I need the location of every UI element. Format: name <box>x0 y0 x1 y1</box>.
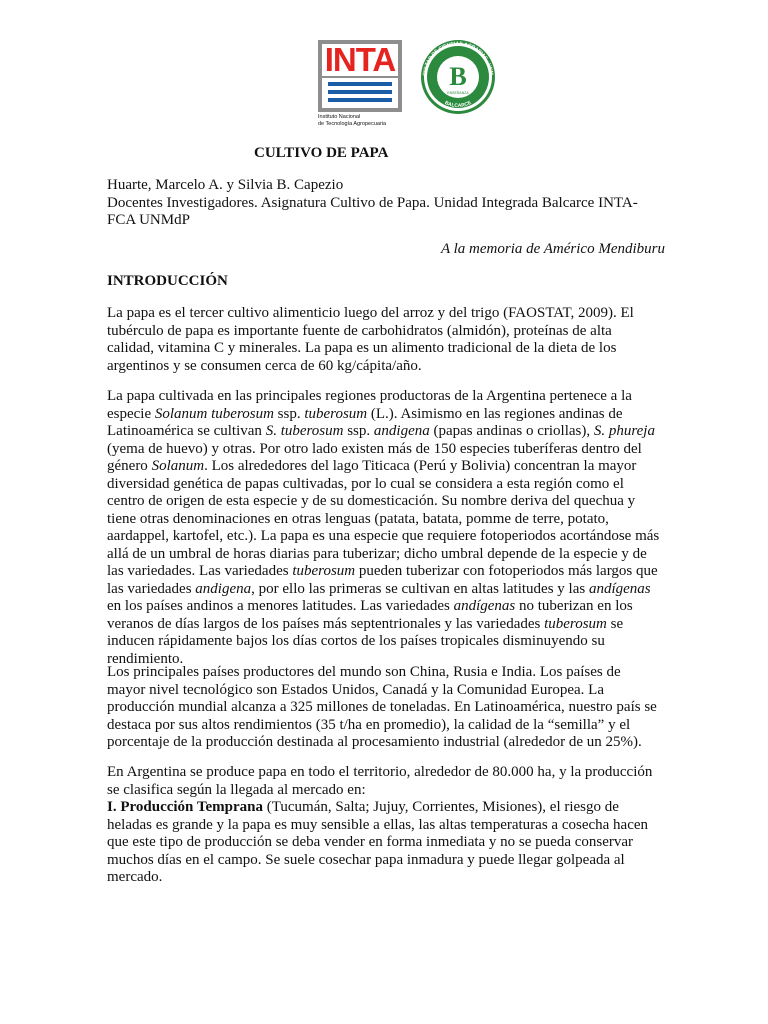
text-line: especie Solanum tuberosum ssp. tuberosum (L.). Asimismo en las regiones andinas de <box>107 405 623 422</box>
dedication: A la memoria de Américo Mendiburu <box>441 241 665 257</box>
text-line: mercado. <box>107 869 163 885</box>
seal-ring-top-text: CULTAD DE CIENCIAS AGRARIAS · UNM <box>421 40 494 77</box>
text-line: aardappel, kartofel, etc.). La papa es una especie que requiere fotoperiodos acortándose más <box>107 528 660 544</box>
authors-line: Huarte, Marcelo A. y Silvia B. Capezio <box>107 177 344 193</box>
text-line: muchos días en el campo. Se suele cosechar papa inmadura y puede llegar golpeada al <box>107 851 625 868</box>
text-line: porcentaje de la producción destinada al procesamiento industrial (alrededor de un 25%). <box>107 734 642 750</box>
inta-wordmark: INTA <box>322 44 398 76</box>
text-line: argentinos y se consumen cerca de 60 kg/cápita/año. <box>107 357 422 374</box>
text-line: veranos de días largos de los países más septentrionales y las variedades tuberosum se <box>107 615 624 632</box>
text-line: destaca por sus altos rendimientos (35 t/ha en promedio), la calidad de la “semilla” y el <box>107 716 631 733</box>
text-line: que este tipo de producción se deba vender en forma inmediata y no se pueda conservar <box>107 834 634 850</box>
text-line: La papa es el tercer cultivo alimenticio luego del arroz y del trigo (FAOSTAT, 2009). El <box>107 305 634 321</box>
text-line: producción mundial alcanza a 325 millones de toneladas. En Latinoamérica, nuestro país se <box>107 699 657 715</box>
inta-logo <box>318 40 402 128</box>
document-title: CULTIVO DE PAPA <box>254 145 389 161</box>
paragraph-2 <box>107 388 667 668</box>
text-line: tubérculo de papa es importante fuente de carbohidratos (almidón), proteínas de alta <box>107 322 612 339</box>
paragraph-3 <box>107 664 667 752</box>
seal-letter: B <box>449 62 467 91</box>
paragraph-4 <box>107 764 667 887</box>
seal-ring-bottom-text: BALCARCE <box>443 99 473 110</box>
text-line: En Argentina se produce papa en todo el territorio, alrededor de 80.000 ha, y la producción <box>107 764 653 780</box>
text-line: inducen rápidamente bajos los días cortos de los países tropicales disminuyendo su <box>107 633 605 649</box>
text-line: en los países andinos a menores latitudes. Las variedades andígenas no tuberizan en los <box>107 598 633 614</box>
text-line: rendimiento. <box>107 650 184 667</box>
text-line: heladas es grande y la papa es muy sensible a ellas, las altas temperaturas a cosecha hacen <box>107 816 649 833</box>
text-line: Los principales países productores del mundo son China, Rusia e India. Los países de <box>107 664 621 680</box>
text-line: se clasifica según la llegada al mercado en: <box>107 781 366 798</box>
text-line: centro de origen de esta especie y de su domesticación. Su nombre deriva del quechua y <box>107 493 636 509</box>
text-line: tiene otras denominaciones en otras lenguas (patata, batata, pomme de terre, potato, <box>107 510 609 527</box>
text-line: (yema de huevo) y otras. Por otro lado existen más de 150 especies tuberíferas dentro del <box>107 440 642 457</box>
inta-subtitle <box>318 114 428 127</box>
text-line: La papa cultivada en las principales regiones productoras de la Argentina pertenece a la <box>107 388 632 404</box>
balcarce-seal-logo <box>413 39 503 115</box>
text-line: las variedades. Las variedades tuberosum pueden tuberizar con fotoperiodos más largos que <box>107 563 658 579</box>
subheading-produccion-temprana: I. Producción Temprana <box>107 799 263 815</box>
authors-block <box>107 177 667 230</box>
inta-subtitle-line2: de Tecnología Agropecuaria <box>318 120 387 127</box>
text-line: diversidad genética de papas cultivadas, por lo cual se considera a esta región como el <box>107 475 624 492</box>
affiliation-line: Docentes Investigadores. Asignatura Cultivo de Papa. Unidad Integrada Balcarce INTA- <box>107 194 638 211</box>
text-line: las variedades andigena, por ello las primeras se cultivan en altas latitudes y las andígenas <box>107 580 651 597</box>
seal-center-word: ENSEÑANZA <box>447 91 469 95</box>
section-heading: INTRODUCCIÓN <box>107 273 228 289</box>
paragraph-1 <box>107 305 667 375</box>
text-line: I. Producción Temprana (Tucumán, Salta; Jujuy, Corrientes, Misiones), el riesgo de <box>107 799 619 815</box>
affiliation-line: FCA UNMdP <box>107 212 190 228</box>
text-line: allá de un umbral de horas diarias para tuberizar; dicho umbral depende de la especie y de <box>107 545 647 562</box>
inta-subtitle-line1: Instituto Nacional <box>318 114 361 120</box>
text-line: Latinoamérica se cultivan S. tuberosum ssp. andigena (papas andinas o criollas), S. phureja <box>107 423 655 439</box>
text-line: mayor nivel tecnológico son Estados Unidos, Canadá y la Comunidad Europea. La <box>107 681 604 698</box>
text-line: género Solanum. Los alrededores del lago Titicaca (Perú y Bolivia) concentran la mayor <box>107 458 637 474</box>
text-line: calidad, vitamina C y minerales. La papa es un alimento tradicional de la dieta de los <box>107 340 617 356</box>
inta-stripes-icon <box>322 78 398 108</box>
